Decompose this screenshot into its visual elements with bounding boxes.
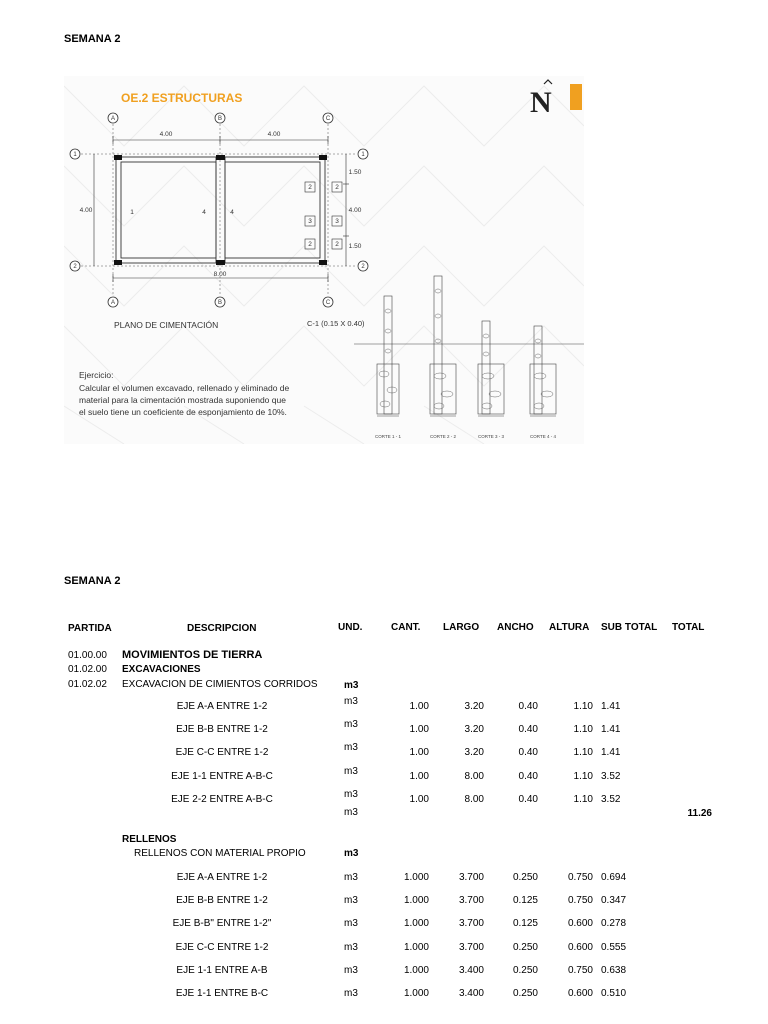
cut-3-label: CORTE 3 - 3 <box>478 434 504 439</box>
cut-4-label: CORTE 4 - 4 <box>530 434 556 439</box>
dim-b-c: 4.00 <box>267 131 281 138</box>
header-partida: PARTIDA <box>68 623 112 634</box>
week-title: SEMANA 2 <box>64 33 121 45</box>
cell-altura: 0.600 <box>567 918 593 930</box>
excavation-total: 11.26 <box>687 808 712 819</box>
cell-ancho: 0.250 <box>512 988 538 999</box>
section-2-a: 2 <box>308 184 312 191</box>
cell-cant: 1.000 <box>403 964 429 976</box>
cell-desc: EJE C-C ENTRE 1-2 <box>175 941 269 953</box>
cell-subtotal: 1.41 <box>601 747 621 759</box>
svg-text:A: A <box>110 300 116 306</box>
logo-icon <box>530 80 582 119</box>
cell-cant: 1.000 <box>403 895 429 907</box>
cell-largo: 3.20 <box>464 701 484 712</box>
exercise-line-2: material para la cimentación mostrada suponiendo que <box>79 395 286 405</box>
axis-a-label: A <box>110 116 116 122</box>
svg-text:2: 2 <box>335 241 339 248</box>
header-descripcion: DESCRIPCION <box>187 623 257 634</box>
column-spec: C-1 (0.15 X 0.40) <box>307 319 365 328</box>
cut-2-label: CORTE 2 - 2 <box>430 434 456 439</box>
exercise-line-1: Calcular el volumen excavado, rellenado y eliminado de <box>79 383 290 393</box>
foundation-plan-image <box>64 76 584 444</box>
axis-c-label: C <box>325 116 331 122</box>
cell-und: m3 <box>344 742 358 754</box>
cell-cant: 1.00 <box>409 701 429 712</box>
exercise-title: Ejercicio: <box>79 370 114 380</box>
cell-largo: 3.700 <box>458 895 484 907</box>
cell-desc: EJE A-A ENTRE 1-2 <box>176 701 268 712</box>
cell-desc: EJE 1-1 ENTRE A-B <box>176 964 268 976</box>
cell-ancho: 0.250 <box>512 941 538 953</box>
week-title-2: SEMANA 2 <box>64 575 121 587</box>
cell-largo: 8.00 <box>464 770 484 782</box>
axis-1-label: 1 <box>73 152 77 158</box>
svg-text:3: 3 <box>335 218 339 225</box>
dim-side: 4.00 <box>79 207 93 214</box>
cell-und: m3 <box>344 719 358 731</box>
section-code: 01.00.00 <box>68 650 107 661</box>
cell-largo: 3.20 <box>464 724 484 736</box>
cell-subtotal: 3.52 <box>601 770 621 782</box>
section-unit: m3 <box>344 680 359 691</box>
cell-und: m3 <box>344 988 358 999</box>
cell-largo: 3.700 <box>458 941 484 953</box>
cell-und: m3 <box>344 788 358 800</box>
cell-largo: 3.400 <box>458 988 484 999</box>
cell-cant: 1.000 <box>403 941 429 953</box>
section-title: EXCAVACIONES <box>122 664 201 675</box>
section-3-a: 3 <box>308 218 312 225</box>
cell-cant: 1.000 <box>403 872 429 883</box>
header-subtotal: SUB TOTAL <box>601 622 658 633</box>
cell-ancho: 0.40 <box>518 701 538 712</box>
cell-cant: 1.00 <box>409 770 429 782</box>
foundation-walls <box>116 157 325 263</box>
svg-text:2: 2 <box>335 184 339 191</box>
section-4-left: 4 <box>202 209 206 216</box>
cell-desc: EJE B-B" ENTRE 1-2" <box>172 918 272 930</box>
header-altura: ALTURA <box>549 622 590 633</box>
cell-subtotal: 3.52 <box>601 793 621 805</box>
cell-subtotal: 0.510 <box>601 988 627 999</box>
cell-ancho: 0.250 <box>512 964 538 976</box>
fill-title: RELLENOS <box>122 834 177 845</box>
section-code: 01.02.02 <box>68 679 107 690</box>
cell-cant: 1.00 <box>409 724 429 736</box>
cell-subtotal: 0.555 <box>601 941 627 953</box>
header-ancho: ANCHO <box>497 622 534 633</box>
svg-text:C: C <box>325 300 331 306</box>
exercise-line-3: el suelo tiene un coeficiente de esponjamiento de 10%. <box>79 407 287 417</box>
section-4-right: 4 <box>230 209 234 216</box>
cell-cant: 1.00 <box>409 747 429 759</box>
dim-r1: 1.50 <box>348 169 362 176</box>
axis-2-label: 2 <box>73 264 77 270</box>
cell-und: m3 <box>344 964 358 976</box>
section-title: MOVIMIENTOS DE TIERRA <box>122 649 263 661</box>
svg-text:B: B <box>217 300 223 306</box>
cell-altura: 1.10 <box>573 770 593 782</box>
cell-altura: 1.10 <box>573 701 593 712</box>
svg-text:2: 2 <box>361 264 365 270</box>
cell-desc: EJE 2-2 ENTRE A-B-C <box>171 793 273 805</box>
cell-cant: 1.000 <box>403 918 429 930</box>
cell-ancho: 0.125 <box>512 918 538 930</box>
cell-altura: 1.10 <box>573 793 593 805</box>
section-1-left: 1 <box>130 209 134 216</box>
cell-largo: 3.700 <box>458 918 484 930</box>
dim-r3: 1.50 <box>348 243 362 250</box>
cell-cant: 1.00 <box>409 793 429 805</box>
cell-und: m3 <box>344 895 358 907</box>
header-und: UND. <box>338 622 363 633</box>
cell-ancho: 0.40 <box>518 747 538 759</box>
cell-altura: 0.750 <box>567 895 593 907</box>
cell-ancho: 0.40 <box>518 793 538 805</box>
cell-ancho: 0.250 <box>512 872 538 883</box>
axis-b-label: B <box>217 116 223 122</box>
cell-subtotal: 0.347 <box>601 895 627 907</box>
cell-subtotal: 0.694 <box>601 872 627 883</box>
header-cant: CANT. <box>391 622 421 633</box>
cell-largo: 3.700 <box>458 872 484 883</box>
cell-subtotal: 0.638 <box>601 964 627 976</box>
cell-und: m3 <box>344 765 358 777</box>
cell-altura: 1.10 <box>573 724 593 736</box>
cell-ancho: 0.125 <box>512 895 538 907</box>
header-largo: LARGO <box>443 622 480 633</box>
cell-ancho: 0.40 <box>518 770 538 782</box>
dim-a-b: 4.00 <box>159 131 173 138</box>
cell-desc: EJE A-A ENTRE 1-2 <box>176 872 268 883</box>
section-code: 01.02.00 <box>68 664 107 675</box>
cell-largo: 3.20 <box>464 747 484 759</box>
plan-caption: PLANO DE CIMENTACIÓN <box>114 320 219 330</box>
svg-text:N: N <box>530 86 552 119</box>
cell-und: m3 <box>344 941 358 953</box>
cell-altura: 0.600 <box>567 941 593 953</box>
fill-subtitle: RELLENOS CON MATERIAL PROPIO <box>134 848 306 859</box>
cell-altura: 1.10 <box>573 747 593 759</box>
plan-header: OE.2 ESTRUCTURAS <box>121 91 243 105</box>
cell-subtotal: 1.41 <box>601 701 621 712</box>
header-total: TOTAL <box>672 622 705 633</box>
cell-subtotal: 0.278 <box>601 918 627 930</box>
dim-total: 8.00 <box>213 271 227 278</box>
svg-text:1: 1 <box>361 152 365 158</box>
cell-desc: EJE 1-1 ENTRE A-B-C <box>171 770 273 782</box>
section-cuts <box>354 276 584 416</box>
cell-und: m3 <box>344 918 358 930</box>
cell-desc: EJE 1-1 ENTRE B-C <box>175 988 269 999</box>
cell-subtotal: 1.41 <box>601 724 621 736</box>
cell-altura: 0.750 <box>567 872 593 883</box>
cell-altura: 0.600 <box>567 988 593 999</box>
cell-cant: 1.000 <box>403 988 429 999</box>
cut-1-label: CORTE 1 - 1 <box>375 434 401 439</box>
cell-altura: 0.750 <box>567 964 593 976</box>
cell-largo: 8.00 <box>464 793 484 805</box>
dim-r2: 4.00 <box>348 207 362 214</box>
cell-desc: EJE B-B ENTRE 1-2 <box>176 895 268 907</box>
section-2-b: 2 <box>308 241 312 248</box>
cell-desc: EJE C-C ENTRE 1-2 <box>175 747 269 759</box>
cell-und: m3 <box>344 696 358 707</box>
columns <box>114 155 327 265</box>
excavation-total-unit: m3 <box>344 807 358 818</box>
cell-desc: EJE B-B ENTRE 1-2 <box>176 724 268 736</box>
cell-und: m3 <box>344 872 358 883</box>
section-title: EXCAVACION DE CIMIENTOS CORRIDOS <box>122 679 318 690</box>
cell-largo: 3.400 <box>458 964 484 976</box>
fill-subtitle-unit: m3 <box>344 848 359 859</box>
cell-ancho: 0.40 <box>518 724 538 736</box>
